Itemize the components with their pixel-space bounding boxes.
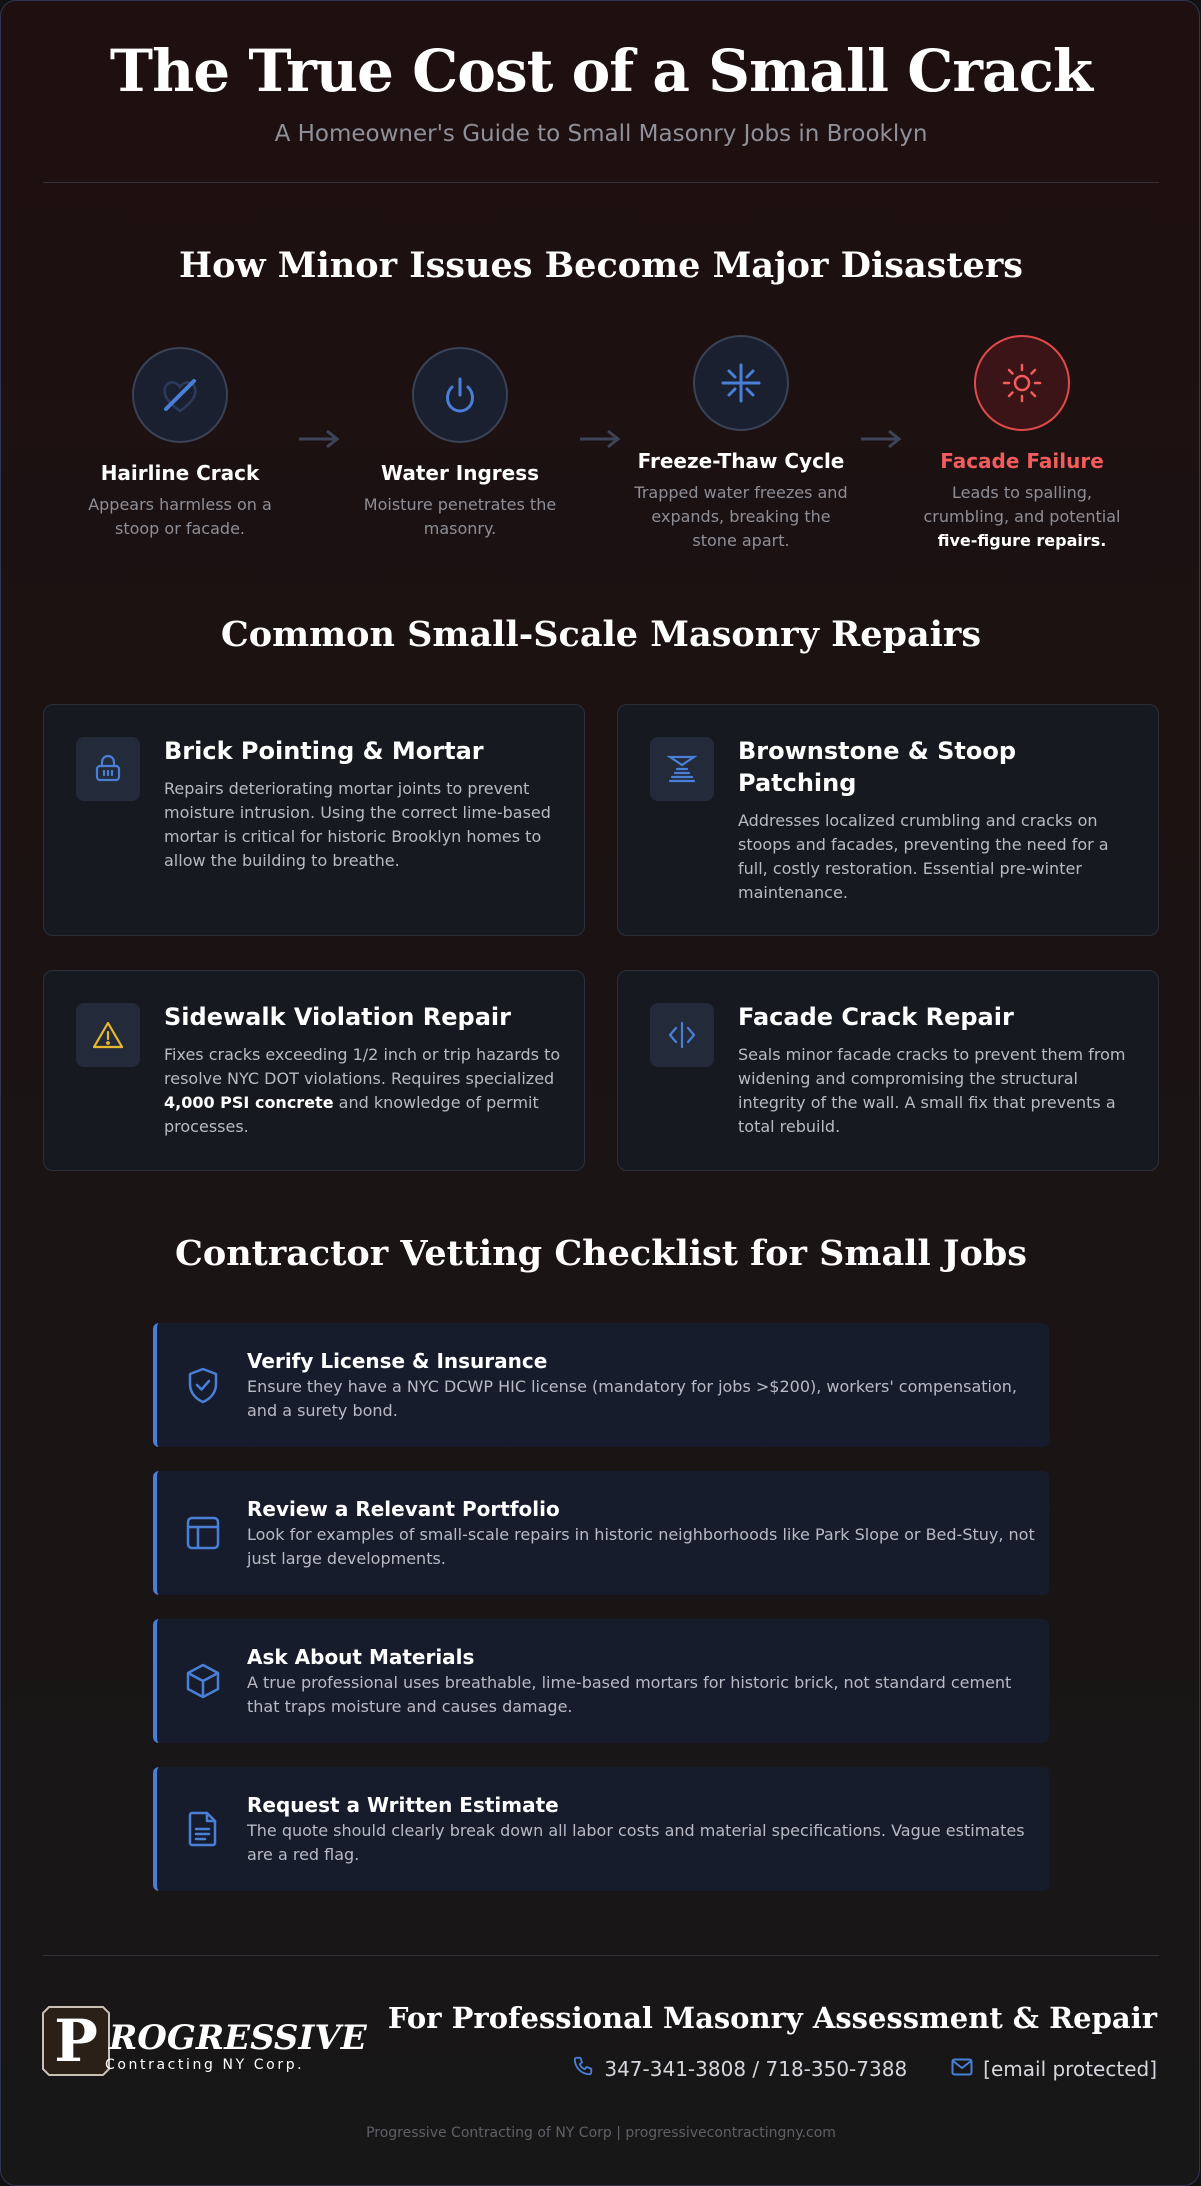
- card-desc: [164, 1043, 564, 1139]
- company-logo: [43, 2003, 367, 2079]
- arrow-right-icon: [859, 429, 903, 453]
- water-drop-icon: [412, 347, 508, 443]
- footer-note: Progressive Contracting of NY Corp | progressivecontractingny.com: [366, 2125, 836, 2141]
- card-desc: Repairs deteriorating mortar joints to prevent moisture intrusion. Using the correct lime-based mortar is critical for historic Brooklyn homes to allow the building to breathe.: [164, 779, 551, 870]
- card-title: Brick Pointing & Mortar: [164, 737, 484, 765]
- card-desc: Seals minor facade cracks to prevent them from widening and compromising the structural integrity of the wall. A small fix that prevents a total rebuild.: [738, 1045, 1126, 1136]
- checklist-item-portfolio: [153, 1471, 1049, 1595]
- step-title: Water Ingress: [380, 461, 540, 485]
- page-subtitle: A Homeowner's Guide to Small Masonry Jobs in Brooklyn: [274, 121, 928, 147]
- contact-info: [572, 2055, 1157, 2082]
- checklist-item-materials: [153, 1619, 1049, 1743]
- step-title: Hairline Crack: [100, 461, 260, 485]
- step-desc: Moisture penetrates the masonry.: [363, 495, 557, 538]
- arrow-right-icon: [578, 429, 622, 453]
- repair-card-brick-pointing: [43, 704, 585, 936]
- card-title: Sidewalk Violation Repair: [164, 1003, 511, 1031]
- warning-sun-icon: [974, 335, 1070, 431]
- page-title: The True Cost of a Small Crack: [109, 37, 1093, 105]
- stairs-icon: [650, 737, 714, 801]
- repairs-section-title: Common Small-Scale Masonry Repairs: [220, 614, 982, 655]
- process-step-freeze-thaw: [631, 335, 851, 553]
- warning-triangle-icon: [76, 1003, 140, 1067]
- checklist-title: Request a Written Estimate: [247, 1793, 559, 1817]
- step-title: Facade Failure: [940, 449, 1104, 473]
- cube-icon: [183, 1661, 223, 1701]
- checklist-title: Ask About Materials: [247, 1645, 475, 1669]
- step-desc-emphasis: five-figure repairs.: [937, 531, 1107, 550]
- svg-text:ROGRESSIVE: ROGRESSIVE: [109, 2018, 367, 2058]
- card-desc-emphasis: 4,000 PSI concrete: [164, 1093, 334, 1112]
- checklist-desc: Ensure they have a NYC DCWP HIC license (mandatory for jobs >$200), workers' compensation, and a surety bond.: [247, 1377, 1017, 1420]
- step-desc: Appears harmless on a stoop or facade.: [88, 495, 272, 538]
- checklist-title: Review a Relevant Portfolio: [247, 1497, 560, 1521]
- step-desc: Trapped water freezes and expands, breaking the stone apart.: [634, 483, 848, 550]
- divider: [43, 182, 1159, 183]
- snowflake-icon: [693, 335, 789, 431]
- checklist-item-estimate: [153, 1767, 1049, 1891]
- process-step-hairline-crack: [70, 347, 290, 541]
- step-desc: [912, 481, 1132, 553]
- checklist-title: Verify License & Insurance: [247, 1349, 548, 1373]
- step-desc-text: Leads to spalling, crumbling, and potential: [923, 483, 1121, 526]
- phone-icon: [572, 2055, 594, 2082]
- checklist-item-license: [153, 1323, 1049, 1447]
- phone-numbers[interactable]: 347-341-3808 / 718-350-7388: [604, 2056, 908, 2081]
- email-icon: [951, 2057, 973, 2081]
- step-title: Freeze-Thaw Cycle: [637, 449, 845, 473]
- repair-card-facade-crack: [617, 970, 1159, 1171]
- card-desc-text: Fixes cracks exceeding 1/2 inch or trip hazards to resolve NYC DOT violations. Requires specialized: [164, 1045, 561, 1088]
- card-desc: Addresses localized crumbling and cracks on stoops and facades, preventing the need for a full, costly restoration. Essential pre-winter maintenance.: [738, 811, 1109, 902]
- card-desc-text: and knowledge of permit processes.: [164, 1093, 539, 1136]
- shield-check-icon: [183, 1365, 223, 1405]
- repair-card-brownstone-stoop: [617, 704, 1159, 936]
- repair-card-sidewalk-violation: [43, 970, 585, 1171]
- card-title: Brownstone & Stoop Patching: [738, 737, 1017, 797]
- process-step-water-ingress: [350, 347, 570, 541]
- document-icon: [183, 1809, 223, 1849]
- crack-slash-icon: [132, 347, 228, 443]
- arrow-right-icon: [297, 429, 341, 453]
- layout-icon: [183, 1513, 223, 1553]
- split-code-icon: [650, 1003, 714, 1067]
- checklist-desc: The quote should clearly break down all labor costs and material specifications. Vague estimates are a red flag.: [247, 1821, 1025, 1864]
- svg-text:Contracting NY Corp.: Contracting NY Corp.: [105, 2057, 305, 2073]
- cta-heading: For Professional Masonry Assessment & Repair: [387, 2001, 1157, 2035]
- card-title: Facade Crack Repair: [738, 1003, 1014, 1031]
- checklist-desc: A true professional uses breathable, lime-based mortars for historic brick, not standard cement that traps moisture and causes damage.: [247, 1673, 1012, 1716]
- footer-divider: [43, 1955, 1159, 1956]
- checklist-section-title: Contractor Vetting Checklist for Small Jobs: [175, 1233, 1027, 1274]
- checklist-desc: Look for examples of small-scale repairs in historic neighborhoods like Park Slope or Bed-Stuy, not just large developments.: [247, 1525, 1035, 1568]
- email-link[interactable]: [email protected]: [983, 2056, 1157, 2081]
- process-step-facade-failure: [912, 335, 1132, 553]
- process-section-title: How Minor Issues Become Major Disasters: [179, 245, 1023, 286]
- svg-text:P: P: [54, 2007, 98, 2075]
- trowel-icon: [76, 737, 140, 801]
